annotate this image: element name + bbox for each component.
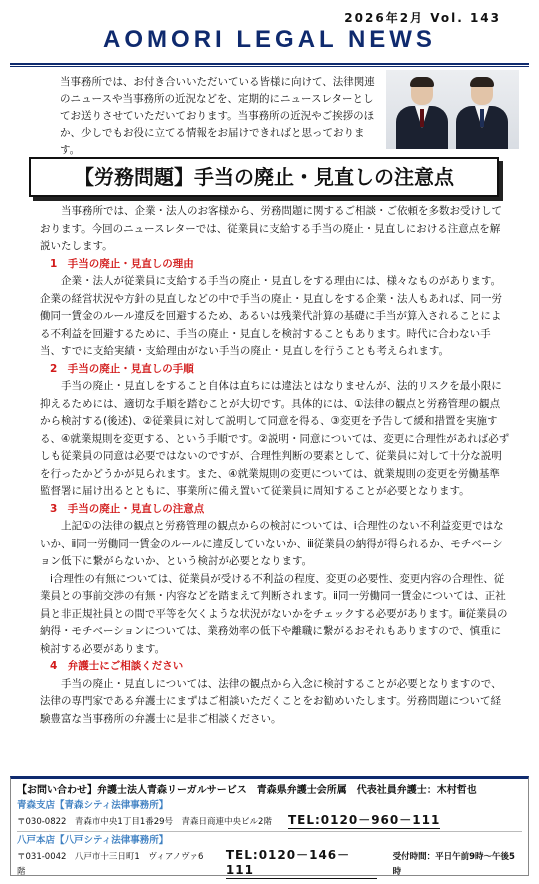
inquiry-line: 【お問い合わせ】弁護士法人青森リーガルサービス 青森県弁護士会所属 代表社員弁護士：木村哲也 bbox=[17, 785, 477, 796]
branch-aomori-address: 〒030-0822 青森市中央1丁目1番29号 青森日商連中央ビル2階 bbox=[17, 817, 272, 827]
branch-aomori-tel[interactable]: TEL:0120－960－111 bbox=[287, 813, 441, 827]
section-heading: 3 手当の廃止・見直しの注意点 bbox=[50, 502, 205, 515]
section-paragraph: ⅰ合理性の有無については、従業員が受ける不利益の程度、変更の必要性、変更内容の合理性、従業員との事前交渉の有無・内容などを踏まえて判断されます。ⅱ同一労働同一賃金については、正社員と非正規社員との間で平等を欠くような状況がないかをチェックする必要があります。ⅲ従業員の納得・モチベーションについては、業務効率の低下や離職に繋がるおそれもありますので、慎重に検討する必要があります。 bbox=[40, 572, 508, 655]
lawyer-right-figure bbox=[454, 75, 510, 149]
section-paragraph: 手当の廃止・見直しについては、法律の観点から入念に検討することが必要となりますので、法律の専門家である弁護士にまずはご相談いただくことをお勧めいたします。労務問題について経験豊富な当事務所の弁護士に是非ご相談ください。 bbox=[40, 677, 502, 725]
branch-hachinohe-address: 〒031-0042 八戸市十三日町1 ヴィアノヴァ6階 bbox=[17, 852, 204, 877]
footer-divider bbox=[17, 831, 522, 832]
newsletter-title: AOMORI LEGAL NEWS bbox=[103, 26, 436, 53]
branch-hachinohe-tel[interactable]: TEL:0120－146－111 bbox=[226, 848, 377, 879]
section-heading: 1 手当の廃止・見直しの理由 bbox=[50, 257, 194, 270]
article-title: 【労務問題】手当の廃止・見直しの注意点 bbox=[29, 157, 499, 197]
branch-aomori-name: 青森支店【青森シティ法律事務所】 bbox=[17, 800, 169, 811]
contact-footer bbox=[10, 776, 529, 876]
lawyers-photo bbox=[386, 70, 519, 149]
section-paragraph: 上記①の法律の観点と労務管理の観点からの検討については、ⅰ合理性のない不利益変更ではないか、ⅱ同一労働同一賃金のルールに違反していないか、ⅲ従業員の納得が得られるか、モチベーション低下に繋がらないか、という検討が必要となります。 bbox=[40, 520, 504, 567]
branch-hachinohe-name: 八戸本店【八戸シティ法律事務所】 bbox=[17, 835, 169, 846]
section-heading: 2 手当の廃止・見直しの手順 bbox=[50, 362, 194, 375]
branch-aomori-contact bbox=[17, 813, 522, 830]
section-paragraph: 企業・法人が従業員に支給する手当の廃止・見直しをする理由には、様々なものがあります。企業の経営状況や方針の見直しなどの中で手当の廃止・見直しをする企業・法人もあれば、同一労働同一賃金のルール違反を回避するため、あるいは残業代計算の基礎に手当が算入されることによる不利益を回避するために、手当の廃止・見直しを検討することもあります。時代に合わない手当、すでに支給実績・支給理由がない手当の廃止・見直しを行うことも考えられます。 bbox=[40, 275, 502, 357]
article-lead: 当事務所では、企業・法人のお客様から、労務問題に関するご相談・ご依頼を多数お受けしております。今回のニュースレターでは、従業員に支給する手当の廃止・見直しにおける注意点を解説いたします。 bbox=[40, 205, 502, 252]
issue-number: 2026年2月 Vol. 143 bbox=[344, 11, 501, 25]
section-heading: 4 弁護士にご相談ください bbox=[50, 660, 184, 672]
branch-hachinohe-contact bbox=[17, 848, 522, 880]
masthead-divider bbox=[10, 63, 529, 67]
lawyer-left-figure bbox=[394, 75, 450, 149]
intro-text: 当事務所では、お付き合いいただいている皆様に向けて、法律関連のニュースや当事務所の近況などを、定期的にニュースレターとしてお送りさせていただいております。当事務所の近況やご挨拶のほか、少しでもお役に立てる情報をお届けできればと思っております。 bbox=[60, 76, 375, 156]
office-hours: 受付時間：平日午前9時～午後5時 bbox=[392, 852, 515, 877]
section-paragraph: 手当の廃止・見直しをすること自体は直ちには違法とはなりませんが、法的リスクを最小限に抑えるためには、適切な手順を踏むことが大切です。具体的には、①法律の観点と労務管理の観点から検討する(後述)、②従業員に対して説明して同意を得る、③変更を予告して緩和措置を実施する、④就業規則を変更する、という手順です。②説明・同意については、変更に合理性があれば必ずしも従業員の同意は必要ではないのですが、合理性判断の要素として、従業員に対して十分な説明を行ったかどうかが見られます。また、④就業規則の変更については、就業規則の変更を労働基準監督署に届け出るとともに、事業所に備え置いて従業員に周知することが必要となります。 bbox=[40, 380, 510, 497]
article-body bbox=[40, 203, 510, 728]
